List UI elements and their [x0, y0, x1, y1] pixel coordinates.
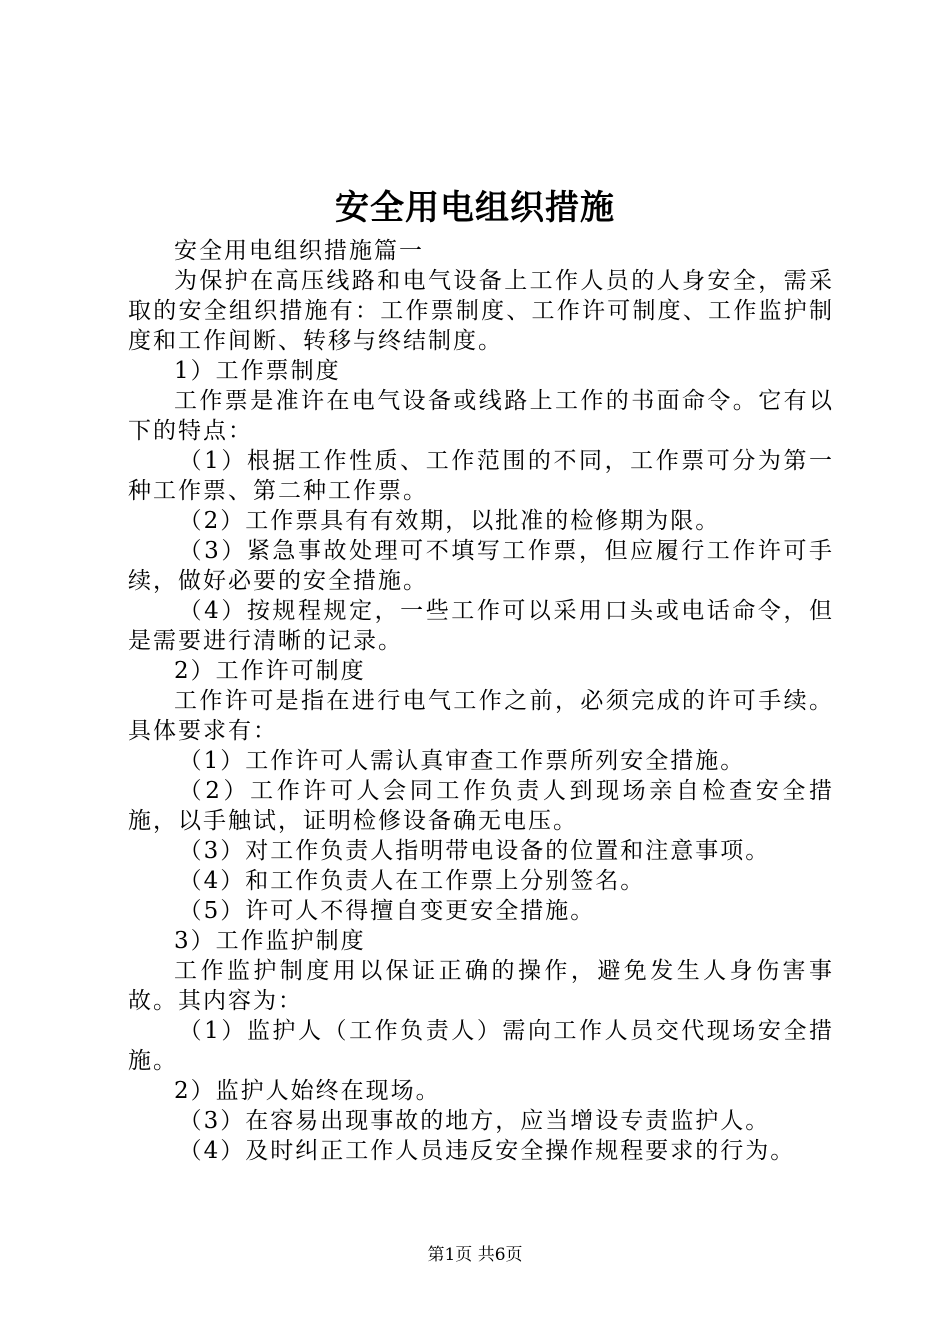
- paragraph: 为保护在高压线路和电气设备上工作人员的人身安全，需采取的安全组织措施有：工作票制度、工作许可制度、工作监护制度和工作间断、转移与终结制度。: [128, 268, 834, 354]
- document-title: 安全用电组织措施: [335, 188, 615, 228]
- list-item: （4）按规程规定，一些工作可以采用口头或电话命令，但是需要进行清晰的记录。: [128, 598, 834, 654]
- list-item: （4）和工作负责人在工作票上分别签名。: [178, 868, 646, 894]
- page-number-footer: 第1页 共6页: [427, 1245, 523, 1265]
- document-body: [128, 236, 834, 1166]
- list-item: （5）许可人不得擅自变更安全措施。: [178, 898, 596, 924]
- list-item: （1）工作许可人需认真审查工作票所列安全措施。: [178, 748, 746, 774]
- paragraph: 工作监护制度用以保证正确的操作，避免发生人身伤害事故。其内容为：: [128, 958, 834, 1014]
- list-item: （3）在容易出现事故的地方，应当增设专责监护人。: [178, 1108, 771, 1134]
- list-item: （2）工作票具有有效期，以批准的检修期为限。: [178, 508, 721, 534]
- paragraph: 工作票是准许在电气设备或线路上工作的书面命令。它有以下的特点：: [128, 388, 834, 444]
- section-heading: 安全用电组织措施篇一: [174, 238, 424, 264]
- list-item: （4）及时纠正工作人员违反安全操作规程要求的行为。: [178, 1138, 796, 1164]
- list-item: （3）对工作负责人指明带电设备的位置和注意事项。: [178, 838, 771, 864]
- paragraph: 工作许可是指在进行电气工作之前，必须完成的许可手续。具体要求有：: [128, 688, 834, 744]
- list-item: （1）监护人（工作负责人）需向工作人员交代现场安全措施。: [128, 1018, 834, 1074]
- list-item: 2）监护人始终在现场。: [174, 1078, 441, 1104]
- section-heading: 3）工作监护制度: [174, 928, 366, 954]
- list-item: （1）根据工作性质、工作范围的不同，工作票可分为第一种工作票、第二种工作票。: [128, 448, 834, 504]
- section-heading: 1）工作票制度: [174, 358, 341, 384]
- list-item: （3）紧急事故处理可不填写工作票，但应履行工作许可手续，做好必要的安全措施。: [128, 538, 834, 594]
- list-item: （2）工作许可人会同工作负责人到现场亲自检查安全措施，以手触试，证明检修设备确无电压。: [128, 778, 834, 834]
- section-heading: 2）工作许可制度: [174, 658, 366, 684]
